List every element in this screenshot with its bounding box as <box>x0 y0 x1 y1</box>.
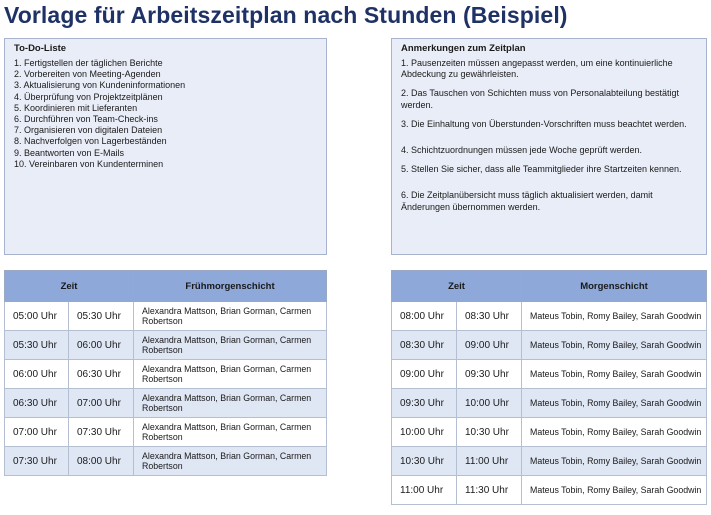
todo-item: 7. Organisieren von digitalen Dateien <box>14 125 163 136</box>
todo-list <box>14 58 317 170</box>
staff-cell: Mateus Tobin, Romy Bailey, Sarah Goodwin <box>522 331 707 360</box>
end-time-cell: 09:30 Uhr <box>457 360 522 389</box>
start-time-cell: 10:00 Uhr <box>392 418 457 447</box>
start-time-cell: 06:00 Uhr <box>5 360 69 389</box>
start-time-cell: 08:00 Uhr <box>392 302 457 331</box>
staff-cell: Mateus Tobin, Romy Bailey, Sarah Goodwin <box>522 302 707 331</box>
end-time-cell: 11:30 Uhr <box>457 476 522 505</box>
staff-cell: Alexandra Mattson, Brian Gorman, Carmen Robertson <box>134 360 327 389</box>
early-shift-table <box>4 270 327 476</box>
start-time-cell: 05:30 Uhr <box>5 331 69 360</box>
end-time-cell: 10:00 Uhr <box>457 389 522 418</box>
staff-cell: Mateus Tobin, Romy Bailey, Sarah Goodwin <box>522 418 707 447</box>
table-row <box>392 331 707 360</box>
start-time-cell: 09:00 Uhr <box>392 360 457 389</box>
table-row <box>392 476 707 505</box>
table-row <box>392 389 707 418</box>
time-header: Zeit <box>5 271 134 302</box>
note-item: 2. Das Tauschen von Schichten muss von Personalabteilung bestätigt werden. <box>401 88 680 110</box>
table-row <box>5 418 327 447</box>
page-title: Vorlage für Arbeitszeitplan nach Stunden (Beispiel) <box>4 2 568 28</box>
end-time-cell: 08:30 Uhr <box>457 302 522 331</box>
todo-panel <box>4 38 327 255</box>
start-time-cell: 10:30 Uhr <box>392 447 457 476</box>
todo-item: 9. Beantworten von E-Mails <box>14 147 125 158</box>
end-time-cell: 11:00 Uhr <box>457 447 522 476</box>
table-row <box>5 302 327 331</box>
notes-panel <box>391 38 707 255</box>
table-row <box>392 302 707 331</box>
staff-cell: Alexandra Mattson, Brian Gorman, Carmen Robertson <box>134 302 327 331</box>
todo-item: 5. Koordinieren mit Lieferanten <box>14 102 138 113</box>
staff-cell: Alexandra Mattson, Brian Gorman, Carmen Robertson <box>134 418 327 447</box>
end-time-cell: 06:00 Uhr <box>69 331 134 360</box>
start-time-cell: 09:30 Uhr <box>392 389 457 418</box>
start-time-cell: 08:30 Uhr <box>392 331 457 360</box>
todo-item: 6. Durchführen von Team-Check-ins <box>14 114 158 125</box>
end-time-cell: 07:00 Uhr <box>69 389 134 418</box>
todo-item: 4. Überprüfung von Projektzeitplänen <box>14 91 163 102</box>
staff-cell: Alexandra Mattson, Brian Gorman, Carmen Robertson <box>134 447 327 476</box>
staff-cell: Mateus Tobin, Romy Bailey, Sarah Goodwin <box>522 360 707 389</box>
end-time-cell: 08:00 Uhr <box>69 447 134 476</box>
staff-cell: Mateus Tobin, Romy Bailey, Sarah Goodwin <box>522 447 707 476</box>
note-item: 4. Schichtzuordnungen müssen jede Woche geprüft werden. <box>401 145 642 156</box>
shift-header: Morgenschicht <box>522 271 707 302</box>
end-time-cell: 09:00 Uhr <box>457 331 522 360</box>
start-time-cell: 07:30 Uhr <box>5 447 69 476</box>
todo-item: 8. Nachverfolgen von Lagerbeständen <box>14 136 167 147</box>
table-row <box>392 418 707 447</box>
table-row <box>5 447 327 476</box>
table-row <box>392 447 707 476</box>
table-row <box>5 331 327 360</box>
start-time-cell: 11:00 Uhr <box>392 476 457 505</box>
start-time-cell: 07:00 Uhr <box>5 418 69 447</box>
end-time-cell: 10:30 Uhr <box>457 418 522 447</box>
notes-heading: Anmerkungen zum Zeitplan <box>401 43 526 54</box>
staff-cell: Mateus Tobin, Romy Bailey, Sarah Goodwin <box>522 476 707 505</box>
table-row <box>5 360 327 389</box>
staff-cell: Alexandra Mattson, Brian Gorman, Carmen Robertson <box>134 331 327 360</box>
todo-item: 3. Aktualisierung von Kundeninformationen <box>14 80 186 91</box>
todo-heading: To-Do-Liste <box>14 43 67 54</box>
shift-header: Frühmorgenschicht <box>134 271 327 302</box>
staff-cell: Alexandra Mattson, Brian Gorman, Carmen Robertson <box>134 389 327 418</box>
note-item: 6. Die Zeitplanübersicht muss täglich aktualisiert werden, damit Änderungen übernommen werden. <box>401 190 653 212</box>
end-time-cell: 06:30 Uhr <box>69 360 134 389</box>
start-time-cell: 05:00 Uhr <box>5 302 69 331</box>
morning-shift-table <box>391 270 707 505</box>
todo-item: 10. Vereinbaren von Kundenterminen <box>14 158 164 169</box>
time-header: Zeit <box>392 271 522 302</box>
todo-item: 1. Fertigstellen der täglichen Berichte <box>14 58 163 68</box>
start-time-cell: 06:30 Uhr <box>5 389 69 418</box>
end-time-cell: 07:30 Uhr <box>69 418 134 447</box>
todo-item: 2. Vorbereiten von Meeting-Agenden <box>14 69 161 80</box>
note-item: 3. Die Einhaltung von Überstunden-Vorschriften muss beachtet werden. <box>401 118 687 129</box>
table-row <box>392 360 707 389</box>
staff-cell: Mateus Tobin, Romy Bailey, Sarah Goodwin <box>522 389 707 418</box>
note-item: 1. Pausenzeiten müssen angepasst werden, um eine kontinuierliche Abdeckung zu gewährleisten. <box>401 58 673 80</box>
note-item: 5. Stellen Sie sicher, dass alle Teammitglieder ihre Startzeiten kennen. <box>401 164 682 175</box>
end-time-cell: 05:30 Uhr <box>69 302 134 331</box>
table-row <box>5 389 327 418</box>
